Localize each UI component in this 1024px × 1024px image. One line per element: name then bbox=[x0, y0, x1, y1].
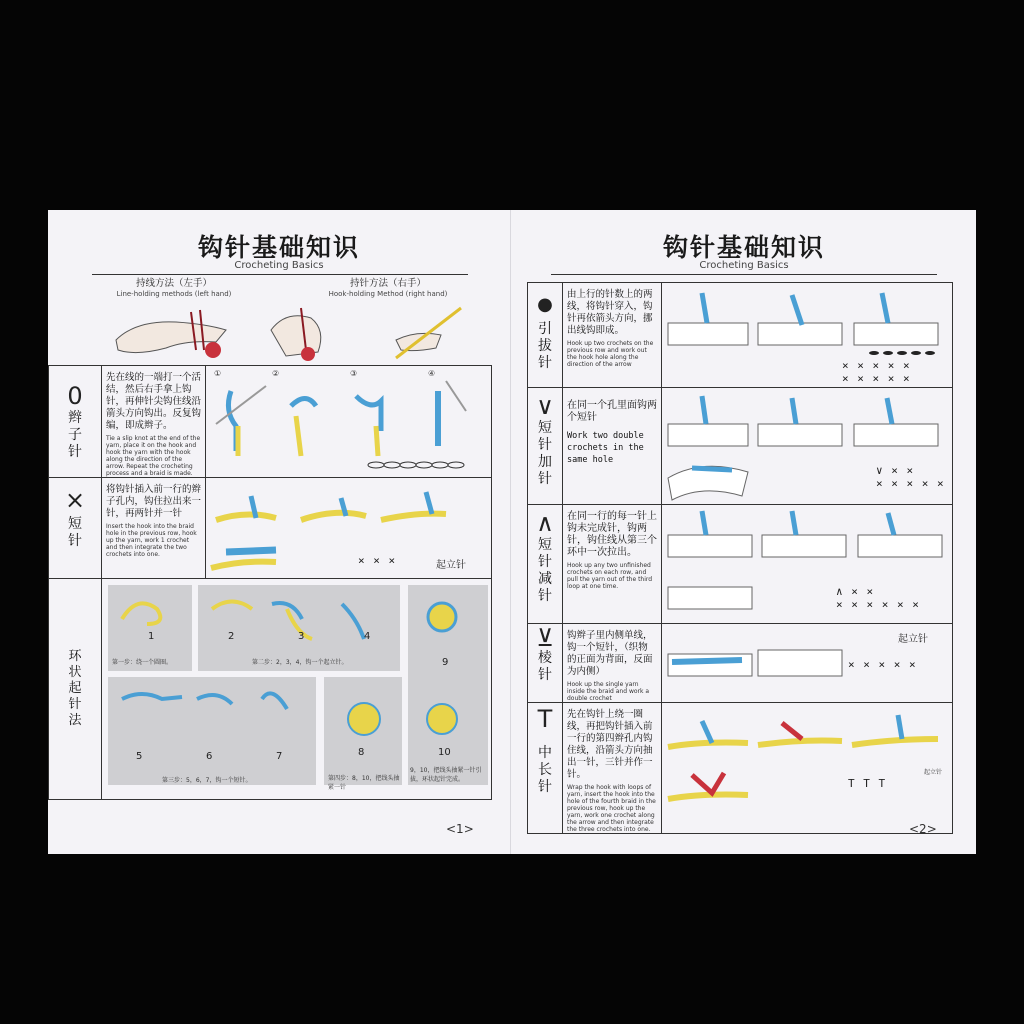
page-subtitle: Crocheting Basics bbox=[234, 260, 324, 271]
ridge-label-cell bbox=[528, 624, 563, 703]
chain-illustration-cell bbox=[206, 366, 492, 478]
dec-label-cell bbox=[528, 505, 563, 624]
chain-step-3: ③ bbox=[350, 369, 358, 378]
row-single-crochet bbox=[49, 478, 492, 579]
chain-step-2: ② bbox=[272, 369, 280, 378]
row-magic-ring bbox=[49, 579, 492, 800]
page-number: <1> bbox=[446, 822, 474, 836]
sc-desc-cell bbox=[102, 478, 206, 579]
page-left bbox=[48, 210, 510, 854]
ring-caption-5: 9，10，把线头抽紧一针引拔，环状起针完成。 bbox=[410, 767, 482, 783]
hdc-steps-illustration bbox=[662, 703, 954, 817]
dec-desc-cell bbox=[563, 505, 662, 624]
sc-symbol: × bbox=[64, 486, 86, 514]
ring-name: 环状起针法 bbox=[68, 649, 82, 728]
stitch-table-left bbox=[48, 365, 492, 800]
sc-label-cell bbox=[49, 478, 102, 579]
chain-steps-illustration bbox=[206, 366, 494, 474]
sc-desc: 将钩针插入前一行的辫子孔内，钩住拉出来一针，再两针并一针 bbox=[106, 484, 202, 519]
ring-num-4: 4 bbox=[364, 631, 371, 642]
dec-symbol: ∧ bbox=[536, 509, 554, 537]
inc-desc-cell bbox=[563, 388, 662, 505]
ring-num-7: 7 bbox=[276, 751, 283, 762]
slip-desc-en: Hook up two crochets on the previous row and work out the hook hole along the direction of the arrow bbox=[567, 340, 654, 368]
crochet-instruction-sheet bbox=[48, 210, 976, 854]
dec-illustration-cell bbox=[662, 505, 953, 624]
ring-label-cell bbox=[49, 579, 102, 800]
hand-holding-illustration bbox=[96, 300, 476, 364]
dec-name: 短针减针 bbox=[538, 537, 552, 604]
hdc-illustration-cell bbox=[662, 703, 953, 834]
chain-step-4: ④ bbox=[428, 369, 436, 378]
inc-name: 短针加针 bbox=[538, 420, 552, 487]
hdc-label-cell bbox=[528, 703, 563, 834]
sc-name: 短针 bbox=[68, 516, 82, 549]
dec-desc-en: Hook up any two unfinished crochets on each row, and pull the yarn out of the third loop at one time. bbox=[567, 562, 653, 590]
slip-illustration-cell bbox=[662, 283, 953, 388]
ring-num-8: 8 bbox=[358, 747, 365, 758]
ring-num-1: 1 bbox=[148, 631, 155, 642]
row-half-treble bbox=[528, 703, 953, 834]
sc-desc-en: Insert the hook into the braid hole in the previous row, hook up the yarn, work 1 crochet and then integrate the two crochets into one. bbox=[106, 523, 197, 558]
chain-desc-en: Tie a slip knot at the end of the yarn, place it on the hook and hook the yarn with the hook along the direction of the arrow. Repeat the crocheting process and a braid is made. bbox=[106, 435, 201, 477]
ring-num-6: 6 bbox=[206, 751, 213, 762]
ridge-desc: 钩辫子里内侧单线，钩一个短针，（织物的正面为背面，反面为内侧） bbox=[567, 630, 653, 677]
ring-num-9: 9 bbox=[442, 657, 449, 668]
ring-caption-1: 第一步：绕一个圆圈。 bbox=[112, 659, 173, 666]
hdc-symbol-row: T T T bbox=[848, 777, 887, 790]
inc-label-cell bbox=[528, 388, 563, 505]
slip-desc-cell bbox=[563, 283, 662, 388]
page-number: <2> bbox=[909, 822, 937, 836]
inc-symbol: ∨ bbox=[536, 392, 554, 420]
hdc-desc: 先在钩针上绕一圈线，再把钩针插入前一行的第四辫孔内钩住线，沿箭头方向抽出一针，三针并作一针。 bbox=[567, 709, 653, 780]
row-increase bbox=[528, 388, 953, 505]
page-title: 钩针基础知识 bbox=[662, 233, 825, 262]
sc-illustration-cell bbox=[206, 478, 492, 579]
page-subtitle: Crocheting Basics bbox=[699, 260, 789, 271]
chain-name: 辫子针 bbox=[68, 410, 82, 460]
inc-symbol-rows: ∨ × × × × × × × bbox=[876, 464, 945, 490]
holding-right-caption: 持针方法（右手） Hook-holding Method (right hand) bbox=[328, 278, 448, 298]
ring-num-2: 2 bbox=[228, 631, 235, 642]
inc-illustration-cell bbox=[662, 388, 953, 505]
hdc-name: 中长针 bbox=[538, 745, 552, 795]
slip-symbol-rows: × × × × × × × × × × bbox=[842, 359, 911, 385]
chain-step-1: ① bbox=[214, 369, 222, 378]
stitch-table-right bbox=[527, 282, 953, 834]
hdc-chain-up-label: 起立针 bbox=[924, 769, 943, 776]
ridge-illustration-cell bbox=[662, 624, 953, 703]
ridge-symbol-rows: × × × × × bbox=[848, 658, 917, 671]
divider bbox=[92, 274, 468, 275]
slip-name: 引拔针 bbox=[538, 321, 552, 371]
row-decrease bbox=[528, 505, 953, 624]
ring-caption-2: 第二步：2，3，4，钩一个起立针。 bbox=[252, 659, 348, 666]
ring-illustration-cell bbox=[102, 579, 492, 800]
page-right bbox=[510, 210, 977, 854]
ring-caption-3: 第三步：5，6，7，钩一个短针。 bbox=[162, 777, 252, 784]
hdc-desc-cell bbox=[563, 703, 662, 834]
row-ridge bbox=[528, 624, 953, 703]
chain-label-cell bbox=[49, 366, 102, 478]
dec-symbol-rows: ∧ × × × × × × × × bbox=[836, 585, 920, 611]
ring-num-10: 10 bbox=[438, 747, 451, 758]
hdc-desc-en: Wrap the hook with loops of yarn, insert the hook into the hole of the fourth braid in the previous row, hook up the yarn, work one crochet along the arrow and then integrate the three crochets into one. bbox=[567, 784, 656, 833]
ridge-chain-up-label: 起立针 bbox=[898, 634, 928, 645]
ring-num-3: 3 bbox=[298, 631, 305, 642]
slip-desc: 由上行的针数上的两线，将钩针穿入，钩针再依箭头方向，挪出线钩即成。 bbox=[567, 289, 653, 336]
ridge-name: 棱针 bbox=[538, 650, 552, 683]
inc-desc: 在同一个孔里面钩两个短针 bbox=[567, 400, 657, 423]
chain-desc-cell bbox=[102, 366, 206, 478]
ridge-desc-cell bbox=[563, 624, 662, 703]
row-chain bbox=[49, 366, 492, 478]
sc-symbol-row: × × × bbox=[358, 554, 397, 567]
page-title: 钩针基础知识 bbox=[197, 233, 360, 262]
holding-left-caption: 持线方法（左手） Line-holding methods (left hand) bbox=[116, 278, 232, 298]
ridge-symbol: ⊻ bbox=[536, 624, 554, 652]
dec-desc: 在同一行的每一针上钩未完成针，钩两针，钩住线从第三个环中一次拉出。 bbox=[567, 511, 657, 558]
sc-chain-up-label: 起立针 bbox=[436, 560, 466, 571]
slip-label-cell bbox=[528, 283, 563, 388]
hdc-symbol: T bbox=[537, 705, 553, 733]
divider bbox=[551, 274, 937, 275]
slip-symbol: ● bbox=[537, 294, 553, 315]
chain-symbol: 0 bbox=[67, 382, 83, 410]
ridge-desc-en: Hook up the single yarn inside the braid and work a double crochet bbox=[567, 681, 650, 702]
chain-desc: 先在线的一端打一个活结，然后右手拿上钩针，再伸针尖钩住线沿箭头方向钩出。反复钩编，即成辫子。 bbox=[106, 372, 202, 431]
ring-caption-4: 第四步：8，10，把线头抽紧一针 bbox=[328, 775, 400, 791]
ring-num-5: 5 bbox=[136, 751, 143, 762]
row-slip-stitch bbox=[528, 283, 953, 388]
inc-desc-en: Work two double crochets in the same hole bbox=[567, 431, 644, 465]
